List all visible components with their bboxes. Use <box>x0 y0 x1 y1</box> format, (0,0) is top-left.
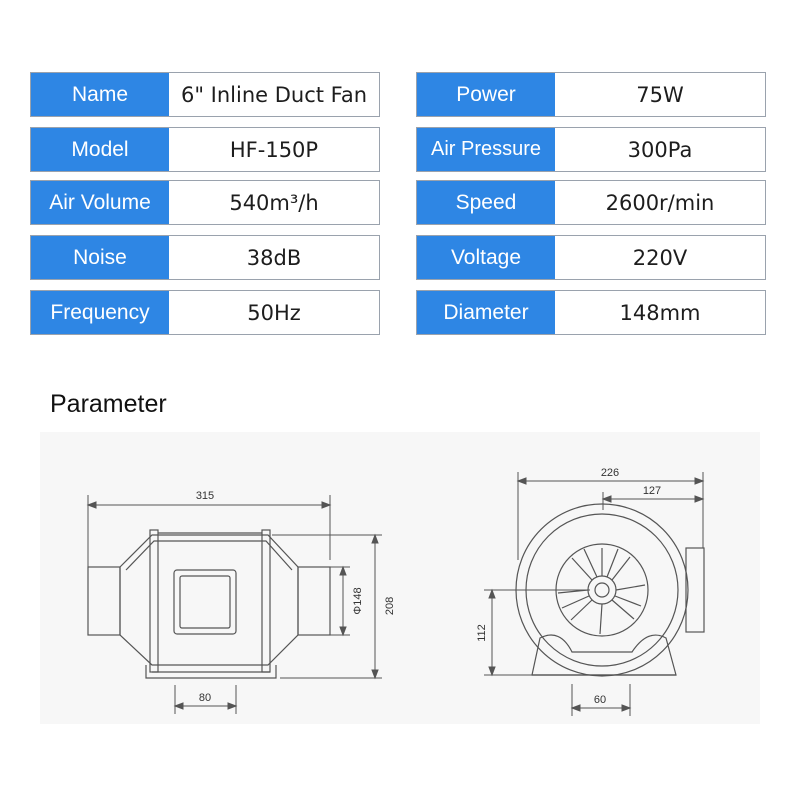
dim-front-half-width: 127 <box>642 485 662 497</box>
spec-label: Model <box>31 128 169 171</box>
spec-value: 38dB <box>169 236 379 279</box>
dim-front-width: 226 <box>600 467 620 479</box>
dim-side-diameter: Φ148 <box>352 587 364 615</box>
spec-value: 6" Inline Duct Fan <box>169 73 379 116</box>
dim-front-center-height: 112 <box>476 624 488 642</box>
spec-label: Air Volume <box>31 181 169 224</box>
dim-side-height: 208 <box>384 596 396 616</box>
spec-value: 75W <box>555 73 765 116</box>
spec-value: 50Hz <box>169 291 379 334</box>
dim-side-length: 315 <box>195 490 215 502</box>
drawing-background <box>40 432 760 724</box>
spec-label: Frequency <box>31 291 169 334</box>
spec-label: Speed <box>417 181 555 224</box>
spec-value: 148mm <box>555 291 765 334</box>
spec-value: HF-150P <box>169 128 379 171</box>
spec-label: Power <box>417 73 555 116</box>
spec-label: Air Pressure <box>417 128 555 171</box>
spec-value: 540m³/h <box>169 181 379 224</box>
dim-front-base: 60 <box>593 694 607 706</box>
spec-label: Name <box>31 73 169 116</box>
dim-side-base: 80 <box>198 692 212 704</box>
spec-value: 2600r/min <box>555 181 765 224</box>
spec-value: 300Pa <box>555 128 765 171</box>
spec-value: 220V <box>555 236 765 279</box>
spec-label: Noise <box>31 236 169 279</box>
parameter-title: Parameter <box>50 390 167 418</box>
spec-label: Voltage <box>417 236 555 279</box>
spec-label: Diameter <box>417 291 555 334</box>
